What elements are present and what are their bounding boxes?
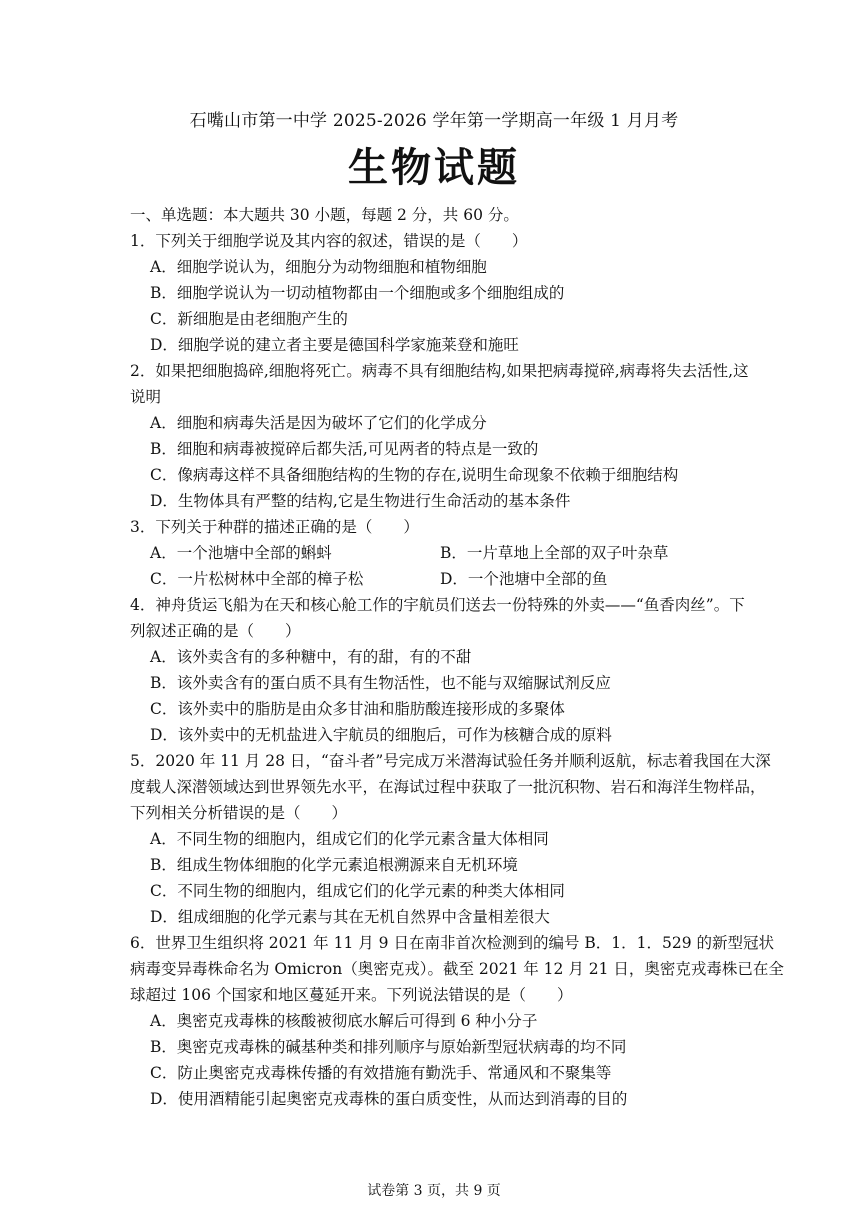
question-stem: 2．如果把细胞捣碎,细胞将死亡。病毒不具有细胞结构,如果把病毒搅碎,病毒将失去活性,这 bbox=[130, 362, 749, 380]
question-stem: 3．下列关于种群的描述正确的是（ ） bbox=[130, 518, 419, 536]
option-d: D．使用酒精能引起奥密克戎毒株的蛋白质变性，从而达到消毒的目的 bbox=[150, 1090, 628, 1108]
option-d: D．组成细胞的化学元素与其在无机自然界中含量相差很大 bbox=[150, 908, 550, 926]
question-stem-continued: 说明 bbox=[130, 388, 162, 406]
option-a: A．细胞学说认为，细胞分为动物细胞和植物细胞 bbox=[150, 258, 487, 276]
option-a: A．该外卖含有的多种糖中，有的甜，有的不甜 bbox=[150, 648, 472, 666]
option-b: B．奥密克戎毒株的碱基种类和排列顺序与原始新型冠状病毒的均不同 bbox=[150, 1038, 627, 1056]
option-d: D．一个池塘中全部的鱼 bbox=[440, 570, 608, 588]
option-c: C．不同生物的细胞内，组成它们的化学元素的种类大体相同 bbox=[150, 882, 565, 900]
option-a: A．不同生物的细胞内，组成它们的化学元素含量大体相同 bbox=[150, 830, 549, 848]
question-stem-continued: 球超过 106 个国家和地区蔓延开来。下列说法错误的是（ ） bbox=[130, 986, 573, 1004]
option-b: B．细胞学说认为一切动植物都由一个细胞或多个细胞组成的 bbox=[150, 284, 565, 302]
option-d: D．该外卖中的无机盐进入宇航员的细胞后，可作为核糖合成的原料 bbox=[150, 726, 612, 744]
option-a: A．奥密克戎毒株的核酸被彻底水解后可得到 6 种小分子 bbox=[150, 1012, 538, 1030]
question-stem-continued: 病毒变异毒株命名为 Omicron（奥密克戎）。截至 2021 年 12 月 21 日，奥密克戎毒株已在全 bbox=[130, 960, 784, 978]
question-stem-continued: 度载人深潜领域达到世界领先水平，在海试过程中获取了一批沉积物、岩石和海洋生物样品， bbox=[130, 778, 766, 796]
option-b: B．该外卖含有的蛋白质不具有生物活性，也不能与双缩脲试剂反应 bbox=[150, 674, 611, 692]
question-stem: 1．下列关于细胞学说及其内容的叙述，错误的是（ ） bbox=[130, 232, 528, 250]
option-a: A．细胞和病毒失活是因为破坏了它们的化学成分 bbox=[150, 414, 487, 432]
question-stem: 6．世界卫生组织将 2021 年 11 月 9 日在南非首次检测到的编号 B．1．1．529 的新型冠状 bbox=[130, 934, 775, 952]
option-b: B．细胞和病毒被搅碎后都失活,可见两者的特点是一致的 bbox=[150, 440, 539, 458]
question-stem-continued: 下列相关分析错误的是（ ） bbox=[130, 804, 348, 822]
subject-title: 生物试题 bbox=[348, 145, 520, 191]
question-stem-continued: 列叙述正确的是（ ） bbox=[130, 622, 301, 640]
question-stem: 5．2020 年 11 月 28 日，“奋斗者”号完成万米潜海试验任务并顺利返航，标志着我国在大深 bbox=[130, 752, 771, 770]
option-a: A．一个池塘中全部的蝌蚪 bbox=[150, 544, 332, 562]
option-c: C．一片松树林中全部的樟子松 bbox=[150, 570, 364, 588]
section-heading: 一、单选题：本大题共 30 小题，每题 2 分，共 60 分。 bbox=[130, 206, 519, 224]
option-b: B．一片草地上全部的双子叶杂草 bbox=[440, 544, 669, 562]
question-stem: 4．神舟货运飞船为在天和核心舱工作的宇航员们送去一份特殊的外卖——“鱼香肉丝”。下 bbox=[130, 596, 745, 614]
option-d: D．细胞学说的建立者主要是德国科学家施莱登和施旺 bbox=[150, 336, 519, 354]
option-b: B．组成生物体细胞的化学元素追根溯源来自无机环境 bbox=[150, 856, 518, 874]
page-footer: 试卷第 3 页，共 9 页 bbox=[367, 1183, 501, 1199]
option-c: C．像病毒这样不具备细胞结构的生物的存在,说明生命现象不依赖于细胞结构 bbox=[150, 466, 679, 484]
option-c: C．新细胞是由老细胞产生的 bbox=[150, 310, 348, 328]
exam-title: 石嘴山市第一中学 2025-2026 学年第一学期高一年级 1 月月考 bbox=[189, 111, 679, 131]
option-d: D．生物体具有严整的结构,它是生物进行生命活动的基本条件 bbox=[150, 492, 571, 510]
option-c: C．该外卖中的脂肪是由众多甘油和脂肪酸连接形成的多聚体 bbox=[150, 700, 565, 718]
option-c: C．防止奥密克戎毒株传播的有效措施有勤洗手、常通风和不聚集等 bbox=[150, 1064, 612, 1082]
